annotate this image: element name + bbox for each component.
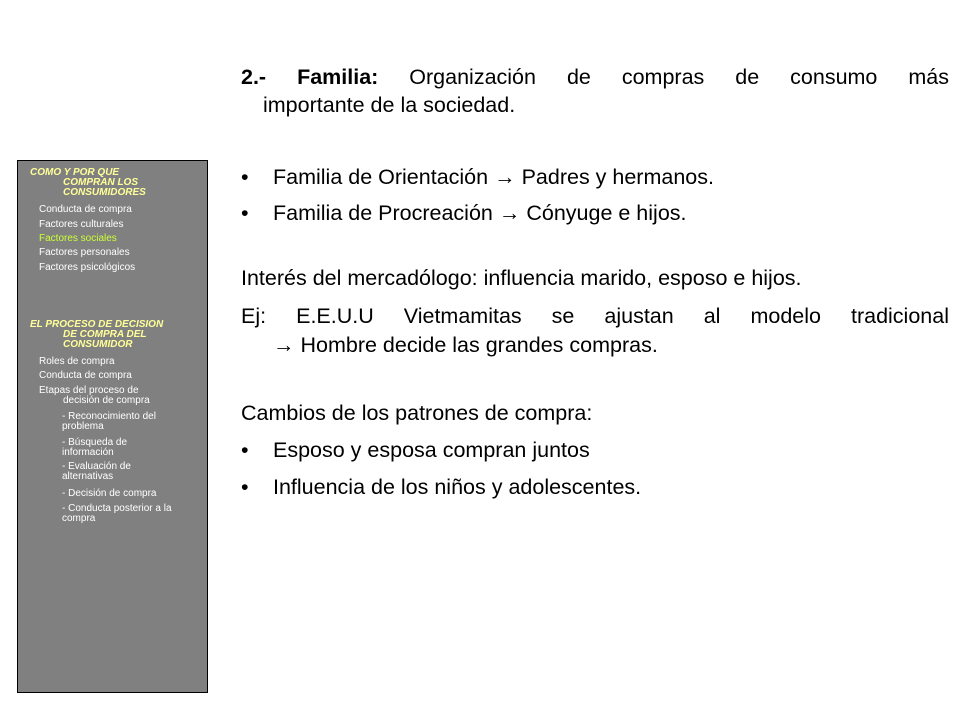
bullet-ninos: Influencia de los niños y adolescentes. [273,475,642,499]
bullet-marker: • [241,165,249,189]
heading-line2: importante de la sociedad. [263,93,516,117]
sidebar-item-psicologicos[interactable]: Factores psicológicos [39,262,136,273]
heading-rest: Organización de compras de consumo más [409,65,949,89]
sidebar-item-conducta-2[interactable]: Conducta de compra [39,370,132,381]
arrow-right-icon: → [273,333,295,357]
arrow-right-icon: → [494,165,516,189]
ej-line2-text: Hombre decide las grandes compras. [300,333,658,357]
bullet-orientacion-target: Padres y hermanos. [521,165,714,189]
sidebar-item-personales[interactable]: Factores personales [39,247,130,258]
sidebar-subitem-busqueda[interactable]: - Búsqueda de [62,437,128,448]
heading-label: 2.- Familia: [241,65,379,89]
ej-line1: Ej: E.E.U.U Vietmamitas se ajustan al modelo tradicional [241,304,949,328]
ej-line2 [273,332,658,359]
cambios-line: Cambios de los patrones de compra: [241,401,593,425]
sidebar-subitem-evaluacion-line2[interactable]: alternativas [62,471,114,482]
bullet-procreacion-target: Cónyuge e hijos. [526,201,687,225]
sidebar-subitem-evaluacion[interactable]: - Evaluación de [62,461,131,472]
sidebar-section2-title-line2: DE COMPRA DEL [63,329,147,340]
arrow-right-icon: → [498,201,521,225]
sidebar-section2-title-line3: CONSUMIDOR [63,339,133,350]
interes-line: Interés del mercadólogo: influencia marido, esposo e hijos. [241,266,802,290]
sidebar-item-culturales[interactable]: Factores culturales [39,219,124,230]
sidebar-subitem-reconocimiento[interactable]: - Reconocimiento del [62,411,156,422]
sidebar-section1-title-line3: CONSUMIDORES [63,187,146,198]
sidebar-section1-title-line2: COMPRAN LOS [63,177,138,188]
bullet-orientacion-text: Familia de Orientación [273,165,489,189]
bullet-esposos: Esposo y esposa compran juntos [273,438,590,462]
sidebar-section2-title-line1: EL PROCESO DE DECISION [30,319,164,330]
bullet-procreacion-text: Familia de Procreación [273,201,493,225]
heading-line1 [241,64,949,91]
bullet-marker: • [241,475,249,499]
bullet-marker: • [241,438,249,462]
sidebar-item-conducta[interactable]: Conducta de compra [39,204,132,215]
sidebar-section1-title-line1: COMO Y POR QUE [30,167,120,178]
sidebar-subitem-posterior[interactable]: - Conducta posterior a la [62,503,172,514]
sidebar-item-etapas-line2[interactable]: decisión de compra [63,395,150,406]
sidebar-subitem-posterior-line2[interactable]: compra [62,513,96,524]
sidebar-subitem-decision[interactable]: - Decisión de compra [62,488,157,499]
sidebar-item-sociales[interactable]: Factores sociales [39,233,117,244]
bullet-marker: • [241,201,249,225]
sidebar-panel [17,160,208,693]
bullet-procreacion [273,200,687,227]
sidebar-item-etapas[interactable]: Etapas del proceso de [39,385,139,396]
bullet-orientacion [273,164,714,191]
sidebar-subitem-reconocimiento-line2[interactable]: problema [62,421,104,432]
sidebar-subitem-busqueda-line2[interactable]: información [62,447,114,458]
sidebar-item-roles[interactable]: Roles de compra [39,356,115,367]
